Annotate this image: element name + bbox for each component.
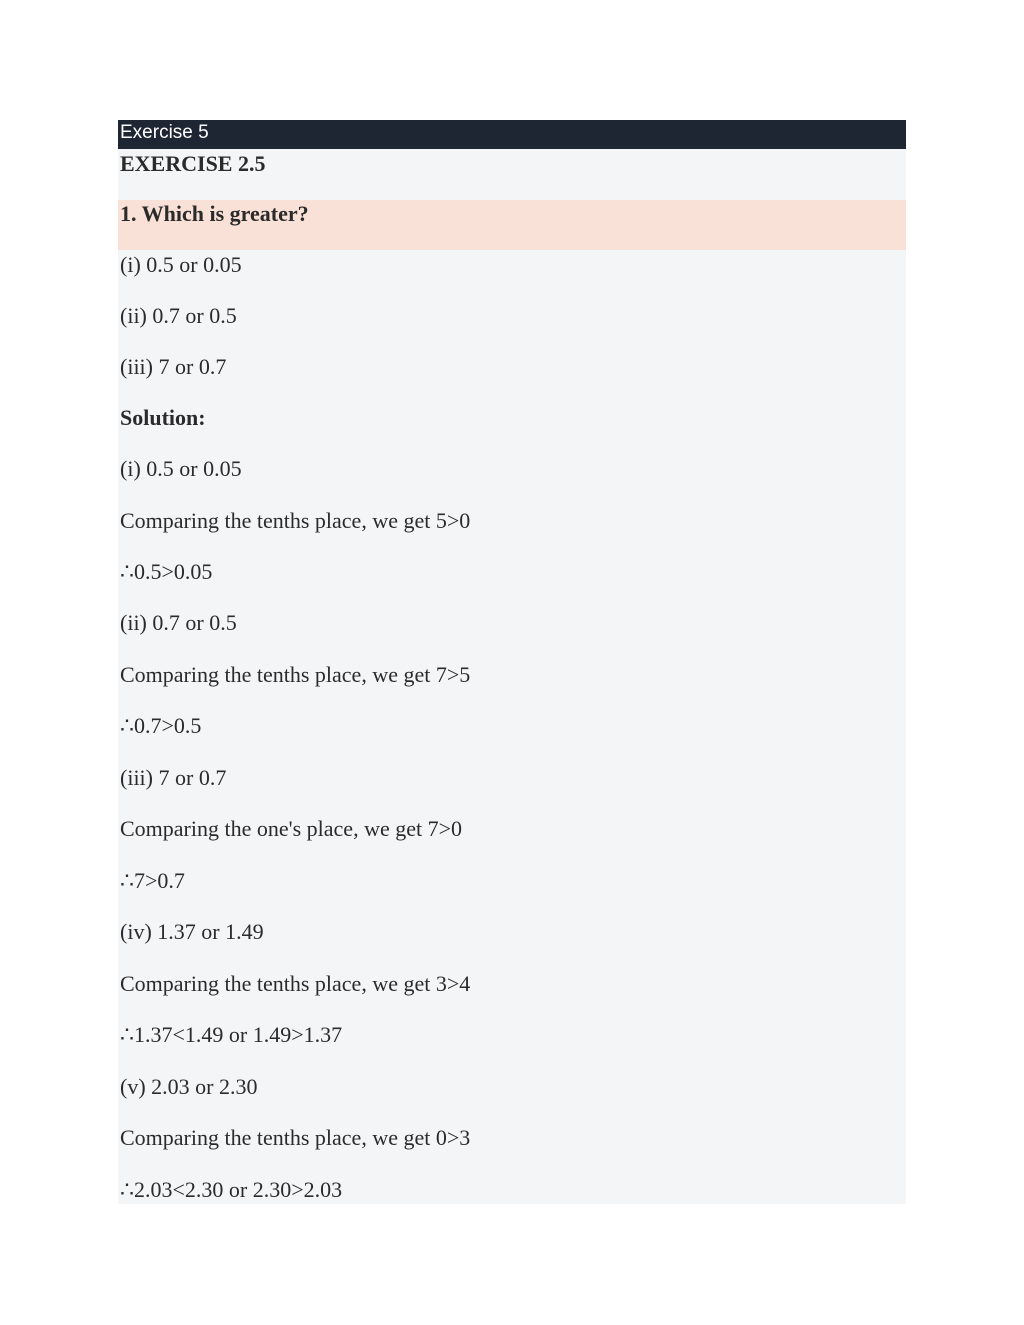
solution-line: (i) 0.5 or 0.05 <box>120 456 242 481</box>
solution-line: (iii) 7 or 0.7 <box>120 765 227 790</box>
question-part: (i) 0.5 or 0.05 <box>120 252 242 277</box>
solution-line: Comparing the tenths place, we get 7>5 <box>120 662 471 687</box>
solution-line: Comparing the tenths place, we get 5>0 <box>120 508 471 533</box>
solution-line: ∴2.03<2.30 or 2.30>2.03 <box>120 1177 343 1202</box>
solution-label: Solution: <box>120 405 206 430</box>
solution-line: (ii) 0.7 or 0.5 <box>120 610 237 635</box>
content-block <box>118 120 906 1204</box>
solution-line: ∴1.37<1.49 or 1.49>1.37 <box>120 1022 343 1047</box>
solution-line: Comparing the one's place, we get 7>0 <box>120 816 462 841</box>
solution-line: ∴0.7>0.5 <box>120 713 202 738</box>
solution-line: Comparing the tenths place, we get 0>3 <box>120 1125 471 1150</box>
exercise-header-title: Exercise 5 <box>120 122 209 143</box>
solution-line: ∴0.5>0.05 <box>120 559 213 584</box>
question-title: 1. Which is greater? <box>120 201 309 226</box>
solution-line: (v) 2.03 or 2.30 <box>120 1074 258 1099</box>
exercise-heading: EXERCISE 2.5 <box>120 151 266 176</box>
question-part: (ii) 0.7 or 0.5 <box>120 303 237 328</box>
solution-line: ∴7>0.7 <box>120 868 185 893</box>
solution-line: Comparing the tenths place, we get 3>4 <box>120 971 471 996</box>
question-part: (iii) 7 or 0.7 <box>120 354 227 379</box>
solution-line: (iv) 1.37 or 1.49 <box>120 919 264 944</box>
exercise-header-bar <box>118 120 906 149</box>
